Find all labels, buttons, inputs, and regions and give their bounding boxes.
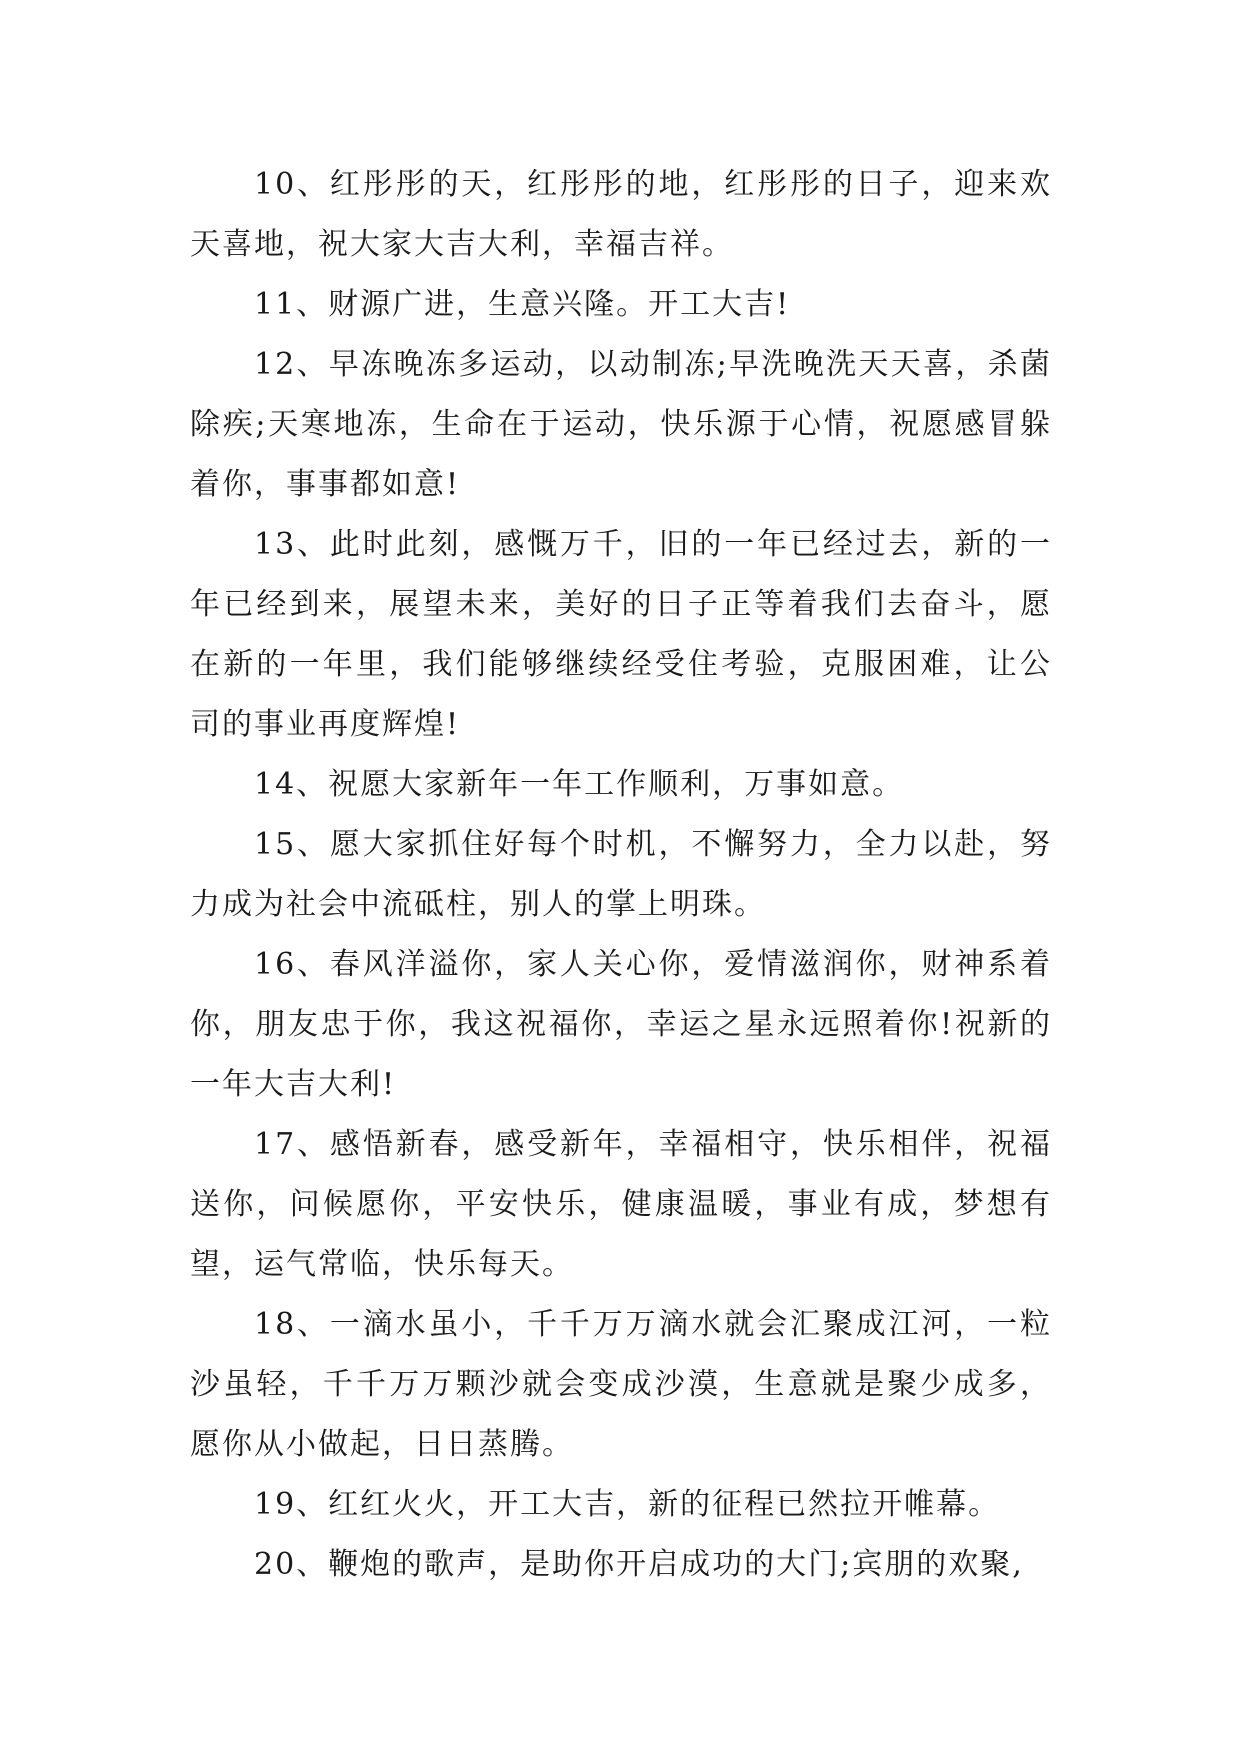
document-body [190, 155, 1052, 1595]
paragraph-12: 12、早冻晚冻多运动，以动制冻;早洗晚洗天天喜，杀菌除疾;天寒地冻，生命在于运动，快乐源于心情，祝愿感冒躲着你，事事都如意! [190, 347, 1052, 502]
paragraph-16: 16、春风洋溢你，家人关心你，爱情滋润你，财神系着你，朋友忠于你，我这祝福你，幸运之星永远照着你!祝新的一年大吉大利! [190, 947, 1052, 1102]
paragraph-13: 13、此时此刻，感慨万千，旧的一年已经过去，新的一年已经到来，展望未来，美好的日子正等着我们去奋斗，愿在新的一年里，我们能够继续经受住考验，克服困难，让公司的事业再度辉煌! [190, 527, 1052, 742]
paragraph-10: 10、红彤彤的天，红彤彤的地，红彤彤的日子，迎来欢天喜地，祝大家大吉大利，幸福吉祥。 [190, 167, 1052, 262]
paragraph-17: 17、感悟新春，感受新年，幸福相守，快乐相伴，祝福送你，问候愿你，平安快乐，健康温暖，事业有成，梦想有望，运气常临，快乐每天。 [190, 1127, 1052, 1282]
paragraph-19: 19、红红火火，开工大吉，新的征程已然拉开帷幕。 [254, 1487, 1001, 1522]
paragraph-20: 20、鞭炮的歌声，是助你开启成功的大门;宾朋的欢聚, [254, 1547, 1024, 1582]
paragraph-15: 15、愿大家抓住好每个时机，不懈努力，全力以赴，努力成为社会中流砥柱，别人的掌上明珠。 [190, 827, 1052, 922]
paragraph-11: 11、财源广进，生意兴隆。开工大吉! [254, 287, 791, 322]
paragraph-14: 14、祝愿大家新年一年工作顺利，万事如意。 [254, 767, 905, 802]
paragraph-18: 18、一滴水虽小，千千万万滴水就会汇聚成江河，一粒沙虽轻，千千万万颗沙就会变成沙漠，生意就是聚少成多，愿你从小做起，日日蒸腾。 [190, 1307, 1052, 1462]
